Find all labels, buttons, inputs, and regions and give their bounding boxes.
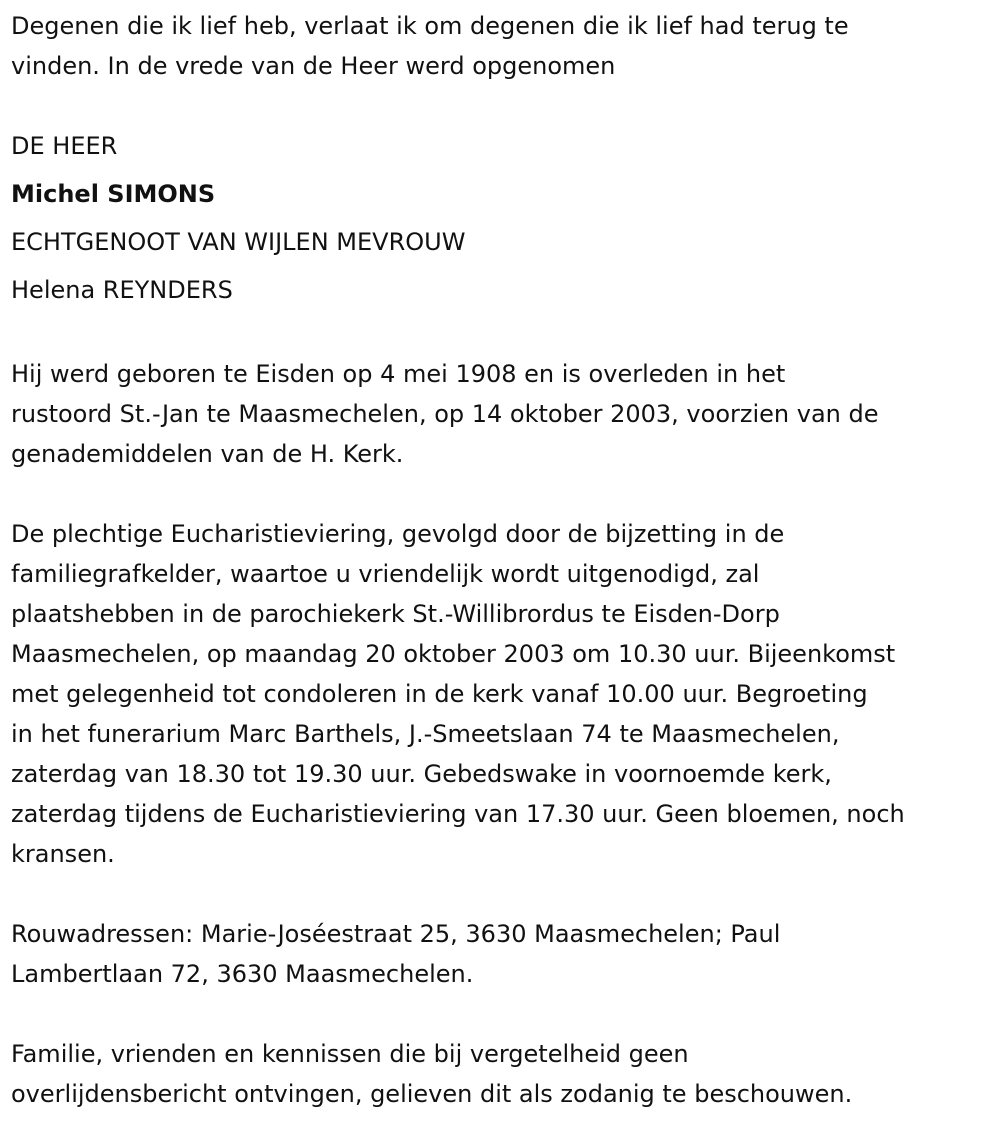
birth-death-line: Hij werd geboren te Eisden op 4 mei 1908 en is overleden in het <box>11 360 786 388</box>
deceased-name: Michel SIMONS <box>11 180 216 208</box>
deceased-header <box>11 122 991 314</box>
ceremony-line: plaatshebben in de parochiekerk St.-Willibrordus te Eisden-Dorp <box>11 600 780 628</box>
birth-death-line: rustoord St.-Jan te Maasmechelen, op 14 oktober 2003, voorzien van de <box>11 400 879 428</box>
closing-line: Familie, vrienden en kennissen die bij vergetelheid geen <box>11 1040 689 1068</box>
paragraph-gap <box>11 86 991 126</box>
ceremony-line: in het funerarium Marc Barthels, J.-Smeetslaan 74 te Maasmechelen, <box>11 720 840 748</box>
paragraph-gap <box>11 314 991 354</box>
deceased-title: DE HEER <box>11 132 118 160</box>
birth-death-paragraph <box>11 354 991 474</box>
paragraph-gap <box>11 874 991 914</box>
paragraph-gap <box>11 474 991 514</box>
spouse-name: Helena REYNDERS <box>11 276 233 304</box>
obituary-document <box>11 6 991 1114</box>
intro-paragraph <box>11 6 991 86</box>
closing-paragraph <box>11 1034 991 1114</box>
closing-line: overlijdensbericht ontvingen, gelieven dit als zodanig te beschouwen. <box>11 1080 853 1108</box>
ceremony-line: zaterdag van 18.30 tot 19.30 uur. Gebedswake in voornoemde kerk, <box>11 760 832 788</box>
addresses-paragraph <box>11 914 991 994</box>
ceremony-paragraph <box>11 514 991 874</box>
ceremony-line: met gelegenheid tot condoleren in de kerk vanaf 10.00 uur. Begroeting <box>11 680 868 708</box>
addresses-line: Rouwadressen: Marie-Joséestraat 25, 3630 Maasmechelen; Paul <box>11 920 781 948</box>
paragraph-gap <box>11 994 991 1034</box>
ceremony-line: zaterdag tijdens de Eucharistieviering van 17.30 uur. Geen bloemen, noch <box>11 800 905 828</box>
ceremony-line: familiegrafkelder, waartoe u vriendelijk wordt uitgenodigd, zal <box>11 560 760 588</box>
ceremony-line: De plechtige Eucharistieviering, gevolgd door de bijzetting in de <box>11 520 785 548</box>
addresses-line: Lambertlaan 72, 3630 Maasmechelen. <box>11 960 474 988</box>
intro-line: Degenen die ik lief heb, verlaat ik om degenen die ik lief had terug te <box>11 12 849 40</box>
intro-line: vinden. In de vrede van de Heer werd opgenomen <box>11 52 616 80</box>
birth-death-line: genademiddelen van de H. Kerk. <box>11 440 404 468</box>
ceremony-line: kransen. <box>11 840 115 868</box>
ceremony-line: Maasmechelen, op maandag 20 oktober 2003 om 10.30 uur. Bijeenkomst <box>11 640 896 668</box>
deceased-relation: ECHTGENOOT VAN WIJLEN MEVROUW <box>11 228 466 256</box>
